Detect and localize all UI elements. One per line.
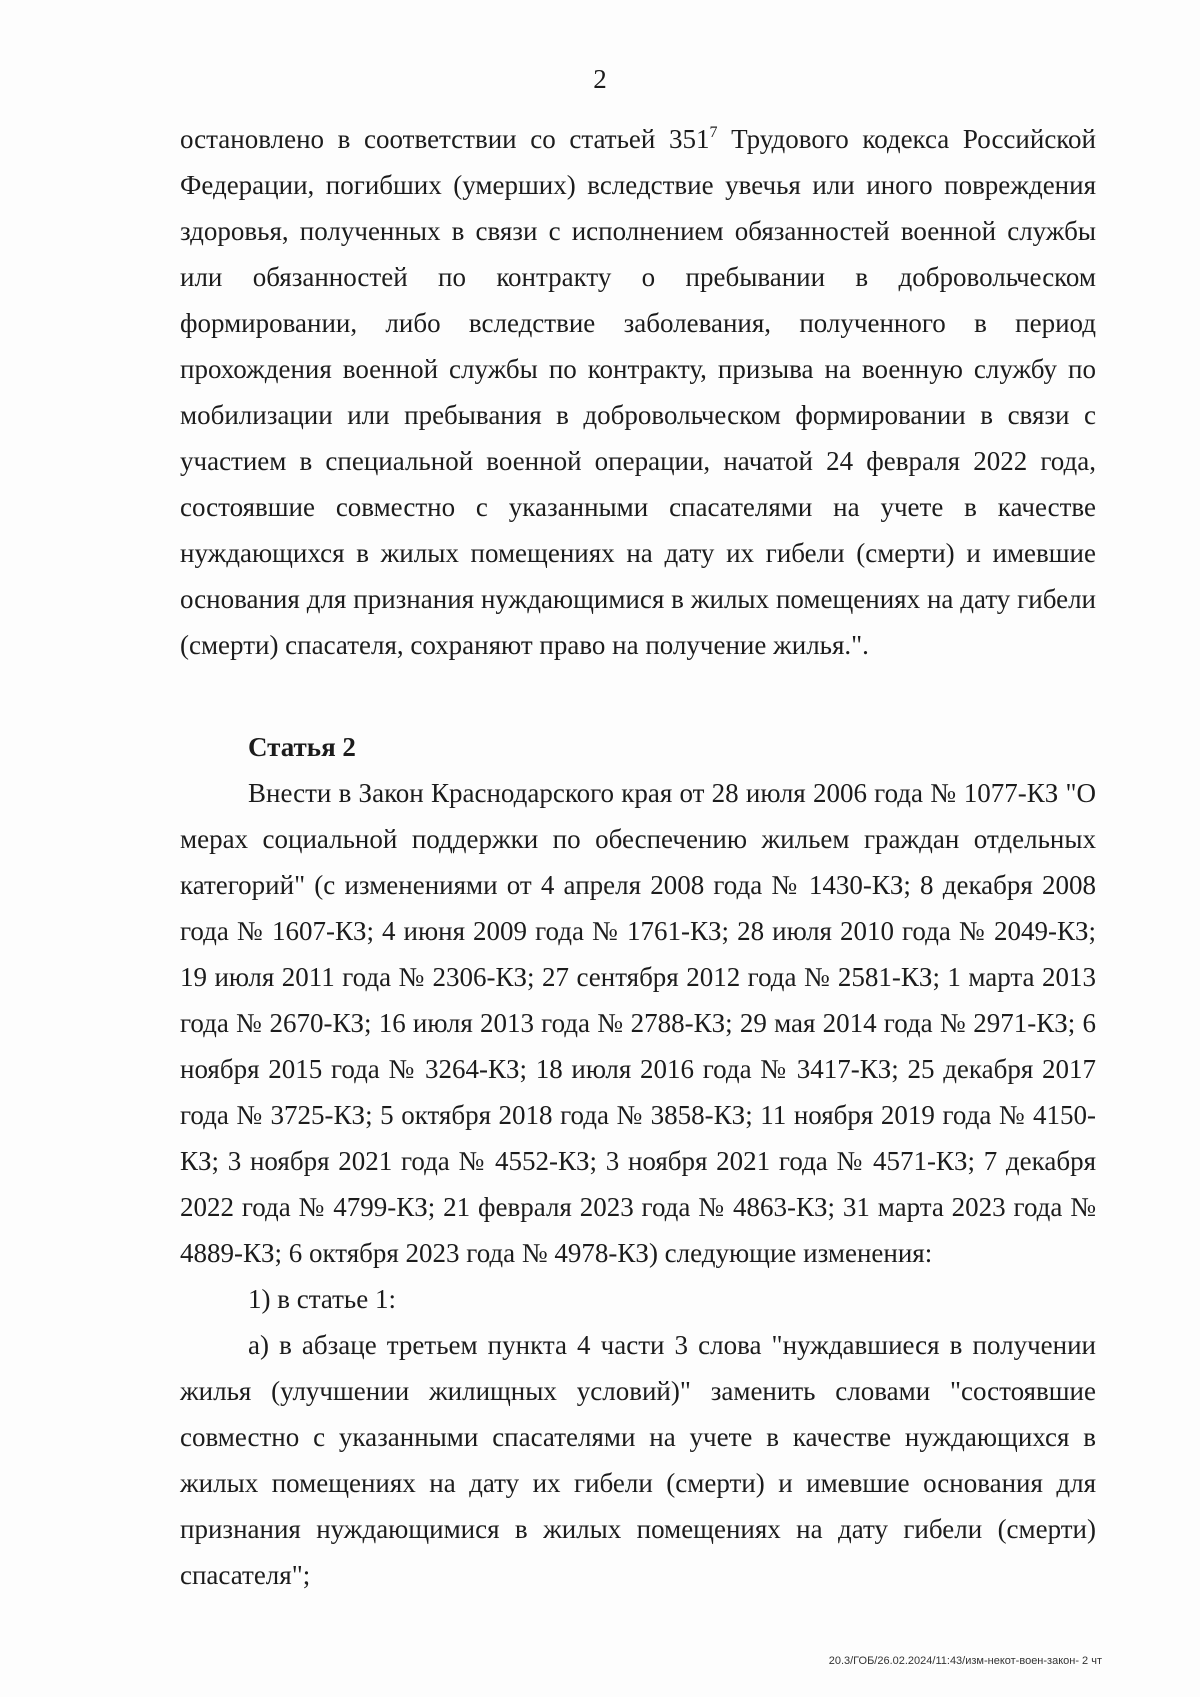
paragraph-continuation bbox=[180, 116, 1096, 668]
paragraph-text-start: остановлено в соответствии со статьей 351 bbox=[180, 124, 710, 154]
article-intro-paragraph: Внести в Закон Краснодарского края от 28 июля 2006 года № 1077-КЗ "О мерах социальной поддержки по обеспечению жильем граждан отдельных категорий" (с изменениями от 4 апреля 2008 года № 1430-КЗ; 8 декабря 2008 года № 1607-КЗ; 4 июня 2009 года № 1761-КЗ; 28 июля 2010 года № 2049-КЗ; 19 июля 2011 года № 2306-КЗ; 27 сентября 2012 года № 2581-КЗ; 1 марта 2013 года № 2670-КЗ; 16 июля 2013 года № 2788-КЗ; 29 мая 2014 года № 2971-КЗ; 6 ноября 2015 года № 3264-КЗ; 18 июля 2016 года № 3417-КЗ; 25 декабря 2017 года № 3725-КЗ; 5 октября 2018 года № 3858-КЗ; 11 ноября 2019 года № 4150-КЗ; 3 ноября 2021 года № 4552-КЗ; 3 ноября 2021 года № 4571-КЗ; 7 декабря 2022 года № 4799-КЗ; 21 февраля 2023 года № 4863-КЗ; 31 марта 2023 года № 4889-КЗ; 6 октября 2023 года № 4978-КЗ) следующие изменения: bbox=[180, 778, 1096, 1268]
list-item-1: 1) в статье 1: bbox=[248, 1284, 396, 1314]
paragraph-text-end: Трудового кодекса Российской Федерации, погибших (умерших) вследствие увечья или иного повреждения здоровья, полученных в связи с исполнением обязанностей военной службы или обязанностей по контракту о пребывании в добровольческом формировании, либо вследствие заболевания, полученного в период прохождения военной службы по контракту, призыва на военную службу по мобилизации или пребывания в добровольческом формировании в связи с участием в специальной военной операции, начатой 24 февраля 2022 года, состоявшие совместно с указанными спасателями на учете в качестве нуждающихся в жилых помещениях на дату их гибели (смерти) и имевшие основания для признания нуждающимися в жилых помещениях на дату гибели (смерти) спасателя, сохраняют право на получение жилья.". bbox=[180, 124, 1096, 660]
page-number: 2 bbox=[593, 64, 607, 94]
article-heading: Статья 2 bbox=[248, 732, 356, 762]
list-item-1a: а) в абзаце третьем пункта 4 части 3 слова "нуждавшиеся в получении жилья (улучшении жилищных условий)" заменить словами "состоявшие совместно с указанными спасателями на учете в качестве нуждающихся в жилых помещениях на дату их гибели (смерти) и имевшие основания для признания нуждающимися в жилых помещениях на дату гибели (смерти) спасателя"; bbox=[180, 1330, 1096, 1590]
footer-document-code: 20.3/ГОБ/26.02.2024/11:43/изм-некот-воен-закон- 2 чт bbox=[828, 1655, 1102, 1667]
section-spacer bbox=[180, 668, 1096, 724]
article-superscript: 7 bbox=[709, 124, 718, 141]
document-body bbox=[180, 116, 1096, 1598]
